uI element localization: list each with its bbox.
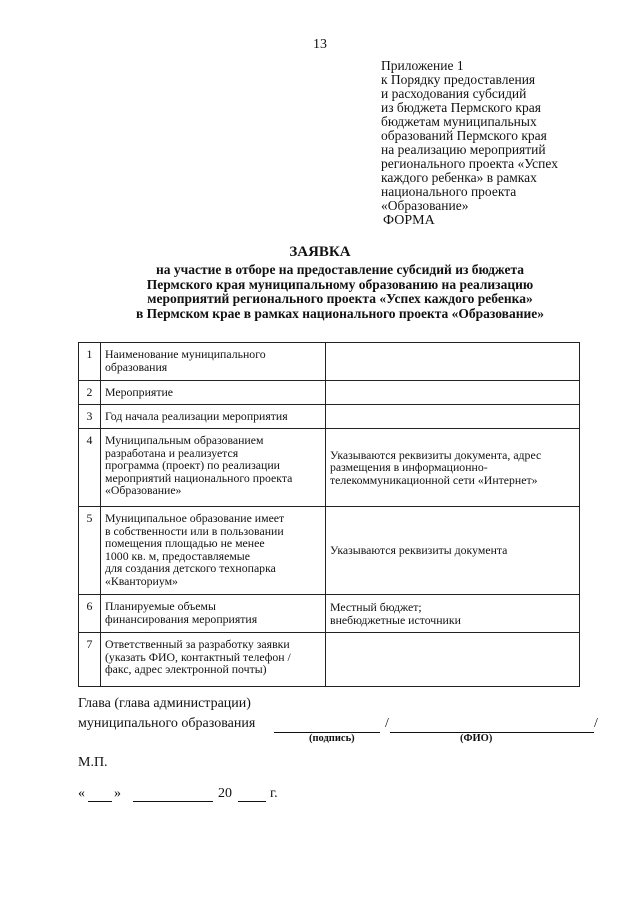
signature-caption: (подпись)	[309, 733, 355, 744]
table-row	[79, 595, 580, 633]
table-row	[79, 507, 580, 595]
subtitle-line: мероприятий регионального проекта «Успех каждого ребенка»	[147, 291, 533, 306]
year-suffix: г.	[270, 786, 278, 801]
appendix-line: из бюджета Пермского края	[381, 100, 541, 115]
row-field-name	[101, 595, 326, 633]
row-number: 4	[79, 429, 101, 507]
field-name-line: Наименование муниципального	[105, 347, 266, 361]
subtitle-line: Пермского края муниципальному образованию на реализацию	[146, 276, 534, 292]
field-name-line: Год начала реализации мероприятия	[105, 409, 288, 423]
table-row	[79, 405, 580, 429]
row-field-name	[101, 429, 326, 507]
year-prefix: 20	[218, 786, 232, 801]
row-field-name	[101, 343, 326, 381]
row-field-name	[101, 633, 326, 687]
field-name-line: Ответственный за разработку заявки	[105, 637, 290, 651]
row-field-value[interactable]	[326, 343, 580, 381]
field-value-line: размещения в информационно-	[330, 460, 488, 475]
appendix-line: Приложение 1	[381, 58, 464, 73]
table-row	[79, 381, 580, 405]
field-name-line: разработана и реализуется	[105, 445, 239, 460]
row-number: 7	[79, 633, 101, 687]
field-name-line: Мероприятие	[105, 385, 174, 399]
row-number: 2	[79, 381, 101, 405]
date-line	[78, 786, 378, 806]
row-field-value[interactable]	[326, 381, 580, 405]
day-blank[interactable]	[88, 801, 112, 802]
fio-closing-slash: /	[594, 716, 598, 731]
field-name-line: в собственности или в пользовании	[105, 523, 284, 538]
appendix-line: образований Пермского края	[381, 128, 547, 143]
appendix-line: каждого ребенка» в рамках	[381, 170, 537, 185]
field-name-line: Планируемые объемы	[105, 599, 216, 613]
subtitle-line: на участие в отборе на предоставление субсидий из бюджета	[155, 262, 525, 277]
appendix-line: к Порядку предоставления	[381, 72, 536, 87]
field-name-line: помещения площадью не менее	[105, 536, 265, 550]
row-number: 1	[79, 343, 101, 381]
year-blank[interactable]	[238, 801, 266, 802]
signatory-title: Глава (глава администрации)	[78, 696, 251, 711]
row-field-value[interactable]	[326, 429, 580, 507]
appendix-line: бюджетам муниципальных	[381, 114, 537, 129]
appendix-line: регионального проекта «Успех	[381, 156, 558, 171]
field-value-line: Местный бюджет;	[330, 600, 422, 614]
document-subtitle	[0, 263, 640, 321]
month-blank[interactable]	[133, 801, 213, 802]
field-value-line: внебюджетные источники	[330, 612, 461, 627]
field-name-line: финансирования мероприятия	[105, 611, 258, 626]
row-field-value[interactable]	[326, 507, 580, 595]
row-field-name	[101, 405, 326, 429]
application-table	[78, 342, 580, 687]
field-name-line: «Кванториум»	[105, 573, 178, 588]
field-name-line: Муниципальное образование имеет	[105, 511, 285, 525]
table-row	[79, 633, 580, 687]
appendix-line: национального проекта	[381, 184, 517, 199]
row-number: 5	[79, 507, 101, 595]
field-name-line: Муниципальным образованием	[105, 433, 264, 447]
table-row	[79, 343, 580, 381]
date-close-quote: »	[114, 786, 121, 801]
row-field-name	[101, 507, 326, 595]
appendix-block	[381, 59, 621, 213]
field-name-line: программа (проект) по реализации	[105, 458, 280, 472]
row-field-value[interactable]	[326, 405, 580, 429]
row-number: 3	[79, 405, 101, 429]
field-value-line: телекоммуникационной сети «Интернет»	[330, 472, 538, 487]
appendix-line: и расходования субсидий	[381, 86, 527, 101]
signatory-organization: муниципального образования	[78, 716, 256, 731]
row-number: 6	[79, 595, 101, 633]
field-name-line: для создания детского технопарка	[105, 561, 276, 575]
subtitle-line: в Пермском крае в рамках национального проекта «Образование»	[135, 305, 544, 321]
field-value-line: Указываются реквизиты документа, адрес	[330, 447, 542, 462]
field-name-line: факс, адрес электронной почты)	[105, 662, 267, 676]
field-value-line: Указываются реквизиты документа	[330, 543, 508, 558]
fio-caption: (ФИО)	[460, 733, 493, 744]
row-field-name	[101, 381, 326, 405]
appendix-line: «Образование»	[381, 198, 469, 213]
form-label: ФОРМА	[383, 213, 435, 228]
field-name-line: (указать ФИО, контактный телефон /	[105, 649, 291, 664]
document-title: ЗАЯВКА	[289, 244, 351, 260]
row-field-value[interactable]	[326, 633, 580, 687]
row-field-value[interactable]	[326, 595, 580, 633]
seal-placeholder: М.П.	[78, 755, 108, 770]
signature-separator: /	[385, 716, 389, 731]
field-name-line: 1000 кв. м, предоставляемые	[105, 548, 250, 563]
field-name-line: мероприятий национального проекта	[105, 470, 293, 485]
date-open-quote: «	[78, 786, 85, 801]
page-number: 13	[313, 37, 327, 52]
table-row	[79, 429, 580, 507]
appendix-line: на реализацию мероприятий	[381, 142, 546, 157]
field-name-line: «Образование»	[105, 483, 182, 497]
field-name-line: образования	[105, 359, 168, 374]
